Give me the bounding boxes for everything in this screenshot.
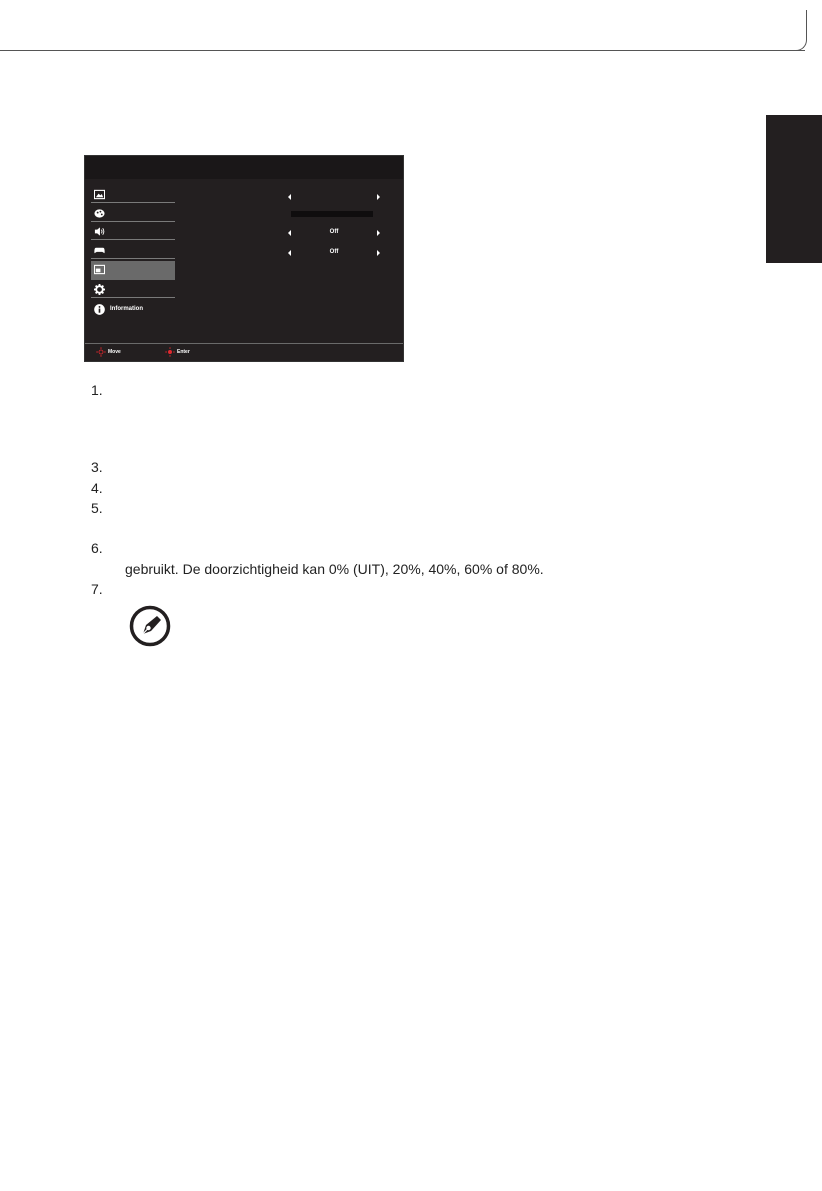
osd-menu-item-information[interactable] [91, 300, 175, 320]
list-number: 5. [91, 500, 103, 516]
osd-footer-divider [85, 343, 403, 344]
header-rule [0, 50, 805, 51]
list-item-text: gebruikt. De doorzichtigheid kan 0% (UIT), 20%, 40%, 60% of 80%. [125, 561, 544, 577]
osd-row-selector[interactable] [288, 192, 380, 202]
dpad-icon [165, 347, 175, 357]
language-side-tab [766, 115, 822, 263]
info-icon [94, 304, 105, 315]
osd-screenshot [84, 155, 404, 362]
gaming-icon [94, 245, 105, 256]
osd-menu-item-pip[interactable] [91, 261, 175, 280]
osd-row-selector[interactable] [288, 228, 380, 238]
arrow-right-icon[interactable] [377, 250, 380, 256]
note-pen-icon [129, 605, 171, 647]
list-number: 3. [91, 459, 103, 475]
arrow-left-icon[interactable] [288, 194, 291, 200]
osd-header [85, 156, 403, 179]
osd-menu-item-picture[interactable] [91, 186, 175, 203]
arrow-right-icon[interactable] [377, 230, 380, 236]
list-number: 4. [91, 480, 103, 496]
list-number: 1. [91, 382, 103, 398]
osd-row-selector[interactable] [288, 248, 380, 258]
picture-icon [94, 189, 105, 200]
osd-slider-bar[interactable] [291, 211, 373, 217]
osd-menu-item-audio[interactable] [91, 223, 175, 240]
list-number: 6. [91, 540, 103, 556]
audio-icon [94, 226, 105, 237]
arrow-right-icon[interactable] [377, 194, 380, 200]
osd-menu [91, 186, 175, 322]
dpad-icon [96, 347, 106, 357]
pip-icon [94, 264, 105, 275]
footer-enter-label: Enter [177, 349, 190, 355]
osd-menu-label: Information [110, 306, 143, 313]
osd-menu-item-color[interactable] [91, 205, 175, 222]
settings-icon [94, 284, 105, 295]
list-number: 7. [91, 581, 103, 597]
header-rule-corner [795, 10, 807, 51]
osd-menu-item-settings[interactable] [91, 281, 175, 298]
color-icon [94, 208, 105, 219]
footer-move-label: Move [108, 349, 121, 355]
osd-row-value: Off [329, 249, 339, 255]
osd-menu-item-gaming[interactable] [91, 242, 175, 259]
osd-row-value: Off [329, 229, 339, 235]
